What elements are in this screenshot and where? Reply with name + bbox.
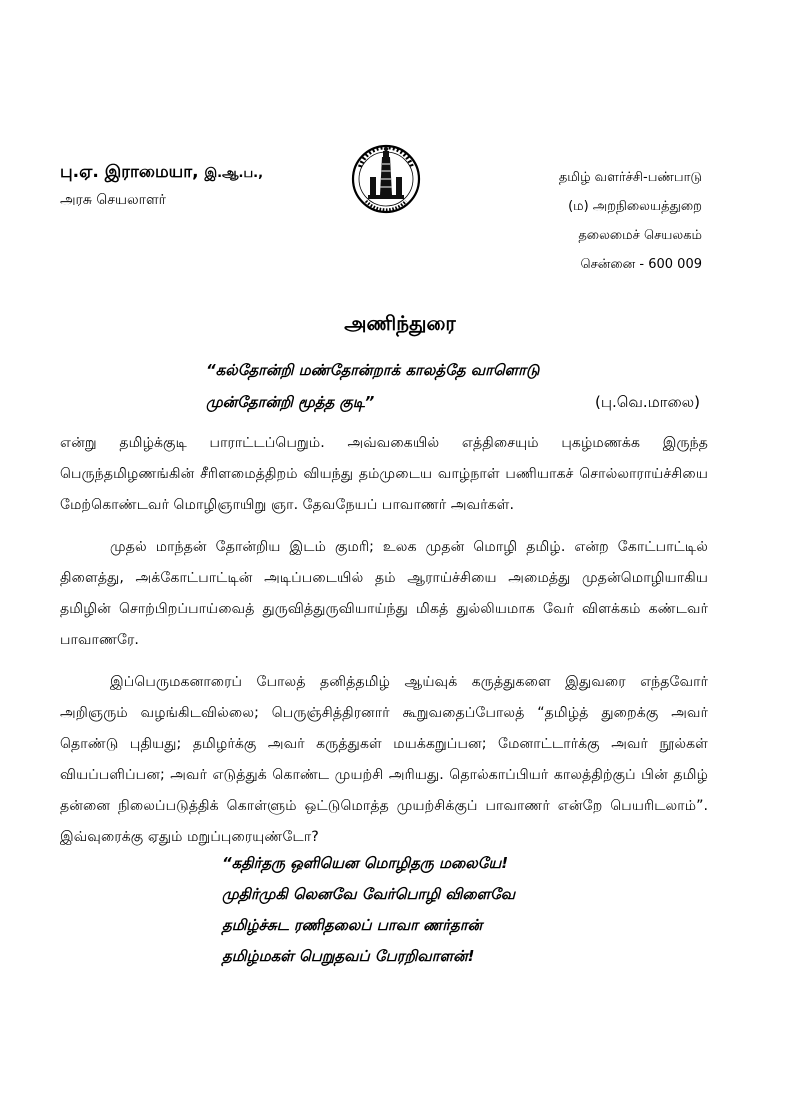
paragraph: முதல் மாந்தன் தோன்றிய இடம் குமரி; உலக முதன் மொழி தமிழ். என்ற கோட்பாட்டில் திளைத்து, அக்கோட்பாட்டின் அடிப்படையில் தம் ஆராய்ச்சியை அமைத்து முதன்மொழியாகிய தமிழின் சொற்பிறப்பாய்வைத் துருவித்துருவியாய்ந்து மிகத் துல்லியமாக வேர் விளக்கம் கண்டவர் பாவாணரே. xyxy=(60,539,708,648)
body-text xyxy=(60,428,708,864)
closing-poem xyxy=(222,848,515,972)
sender-name xyxy=(60,162,263,184)
poem-line: “கதிர்தரு ஒளியென மொழிதரு மலையே! xyxy=(222,854,509,872)
opening-quote xyxy=(206,354,539,418)
quote-source: (பு.வெ.மாலை) xyxy=(595,393,700,411)
state-emblem-icon xyxy=(350,137,422,223)
document-title: அணிந்துரை xyxy=(344,311,456,335)
department-line: தமிழ் வளர்ச்சி-பண்பாடு xyxy=(558,170,702,185)
department-line: (ம) அறநிலையத்துறை xyxy=(568,199,702,214)
poem-line: தமிழ்மகள் பெறுதவப் பேரறிவாளன்! xyxy=(222,947,475,965)
poem-line: தமிழ்ச்சுட ரணிதலைப் பாவா ணர்தான் xyxy=(222,916,483,934)
paragraph: இப்பெருமகனாரைப் போலத் தனித்தமிழ் ஆய்வுக் கருத்துகளை இதுவரை எந்தவோர் அறிஞரும் வழங்கிடவில்லை; பெருஞ்சித்திரனார் கூறுவதைப்போலத் “தமிழ்த் துறைக்கு அவர் தொண்டு புதியது; தமிழர்க்கு அவர் கருத்துகள் மயக்கறுப்பன; மேனாட்டார்க்கு அவர் நூல்கள் வியப்பளிப்பன; அவர் எடுத்துக் கொண்ட முயற்சி அரியது. தொல்காப்பியர் காலத்திற்குப் பின் தமிழ் தன்னை நிலைப்படுத்திக் கொள்ளும் ஒட்டுமொத்த முயற்சிக்குப் பாவாணர் என்றே பெயரிடலாம்”. இவ்வுரைக்கு ஏதும் மறுப்புரையுண்டோ? xyxy=(60,674,708,845)
sender-name-text: பு.ஏ. இராமையா, xyxy=(60,162,199,182)
department-line: தலைமைச் செயலகம் xyxy=(578,228,702,243)
quote-line: “கல்தோன்றி மண்தோன்றாக் காலத்தே வாளொடு xyxy=(206,361,540,379)
poem-line: முதிர்முகி லெனவே வேர்பொழி விளைவே xyxy=(222,885,516,903)
department-address xyxy=(559,163,702,279)
sender-honorific: இ.ஆ.ப., xyxy=(204,166,264,181)
department-line: சென்னை - 600 009 xyxy=(580,257,702,272)
sender-title: அரசு செயலாளர் xyxy=(60,192,166,208)
paragraph: என்று தமிழ்க்குடி பாராட்டப்பெறும். அவ்வகையில் எத்திசையும் புகழ்மணக்க இருந்த பெருந்தமிழணங்கின் சீரிளமைத்திறம் வியந்து தம்முடைய வாழ்நாள் பணியாகச் சொல்லாராய்ச்சியை மேற்கொண்டவர் மொழிஞாயிறு ஞா. தேவநேயப் பாவாணர் அவர்கள். xyxy=(60,435,708,513)
quote-line: முன்தோன்றி மூத்த குடி” xyxy=(206,393,375,411)
